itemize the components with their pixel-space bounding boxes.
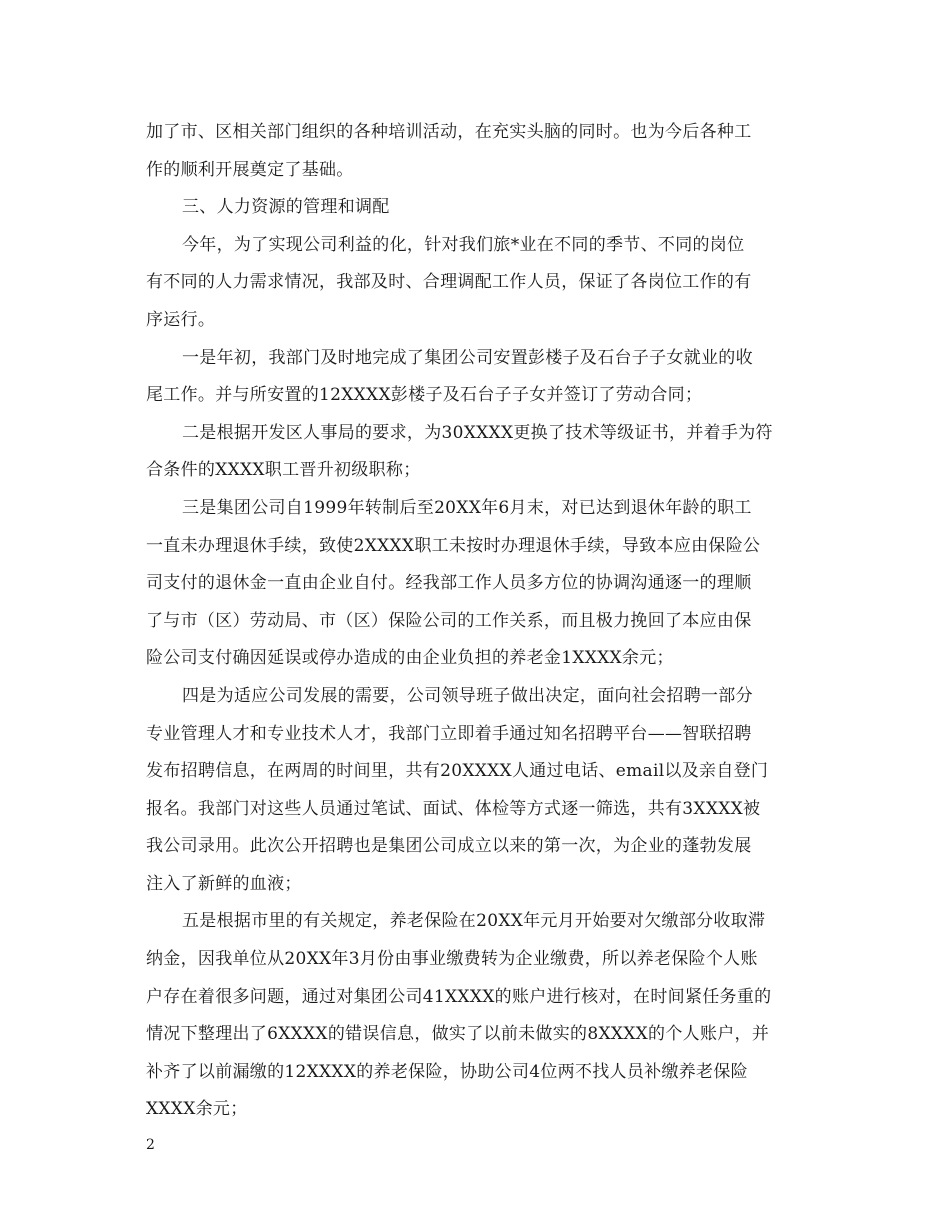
text-line: 合条件的XXXX职工晋升初级职称； — [146, 460, 421, 481]
text-line: 加了市、区相关部门组织的各种培训活动，在充实头脑的同时。也为今后各种工 — [146, 122, 752, 142]
text-line: 补齐了以前漏缴的12XXXX的养老保险，协助公司4位两不找人员补缴养老保险 — [146, 1061, 748, 1082]
text-line: 尾工作。并与所安置的12XXXX彭楼子及石台子子女并签订了劳动合同； — [146, 385, 703, 406]
document-body — [146, 114, 808, 1129]
text-line: 报名。我部门对这些人员通过笔试、面试、体检等方式逐一筛选，共有3XXXX被 — [146, 798, 761, 819]
text-line: 司支付的退休金一直由企业自付。经我部工作人员多方位的协调沟通逐一的理顺 — [146, 573, 752, 594]
text-line: 今年，为了实现公司利益的化，针对我们旅*业在不同的季节、不同的岗位 — [182, 234, 745, 255]
text-line: 纳金，因我单位从20XX年3月份由事业缴费转为企业缴费，所以养老保险个人账 — [146, 949, 758, 970]
text-line: 情况下整理出了6XXXX的错误信息，做实了以前未做实的8XXXX的个人账户，并 — [146, 1024, 770, 1045]
text-line: 一直未办理退休手续，致使2XXXX职工未按时办理退休手续，导致本应由保险公 — [146, 535, 761, 556]
text-line: 四是为适应公司发展的需要，公司领导班子做出决定，面向社会招聘一部分 — [182, 685, 753, 706]
text-line: 险公司支付确因延误或停办造成的由企业负担的养老金1XXXX余元； — [146, 648, 674, 669]
text-line: 户存在着很多问题，通过对集团公司41XXXX的账户进行核对，在时间紧任务重的 — [146, 986, 772, 1007]
text-line: 我公司录用。此次公开招聘也是集团公司成立以来的第一次，为企业的蓬勃发展 — [146, 836, 752, 857]
text-line: 三是集团公司自1999年转制后至20XX年6月末，对已达到退休年龄的职工 — [182, 497, 752, 518]
text-line: 作的顺利开展奠定了基础。 — [146, 159, 354, 180]
text-line: 发布招聘信息，在两周的时间里，共有20XXXX人通过电话、email以及亲自登门 — [146, 761, 769, 782]
text-line: 二是根据开发区人事局的要求，为30XXXX更换了技术等级证书，并着手为符 — [182, 422, 773, 443]
text-line: 一是年初，我部门及时地完成了集团公司安置彭楼子及石台子子女就业的收 — [182, 347, 753, 368]
text-line: XXXX余元； — [146, 1099, 248, 1120]
text-line: 有不同的人力需求情况，我部及时、合理调配工作人员，保证了各岗位工作的有 — [146, 272, 752, 293]
text-line: 注入了新鲜的血液； — [146, 873, 302, 894]
text-line: 五是根据市里的有关规定，养老保险在20XX年元月开始要对欠缴部分收取滞 — [182, 911, 766, 932]
text-line: 三、人力资源的管理和调配 — [182, 197, 390, 218]
page-number: 2 — [146, 1137, 155, 1153]
text-line: 了与市（区）劳动局、市（区）保险公司的工作关系，而且极力挽回了本应由保 — [146, 610, 752, 631]
text-line: 序运行。 — [146, 309, 216, 330]
text-line: 专业管理人才和专业技术人才，我部门立即着手通过知名招聘平台——智联招聘 — [146, 723, 752, 744]
